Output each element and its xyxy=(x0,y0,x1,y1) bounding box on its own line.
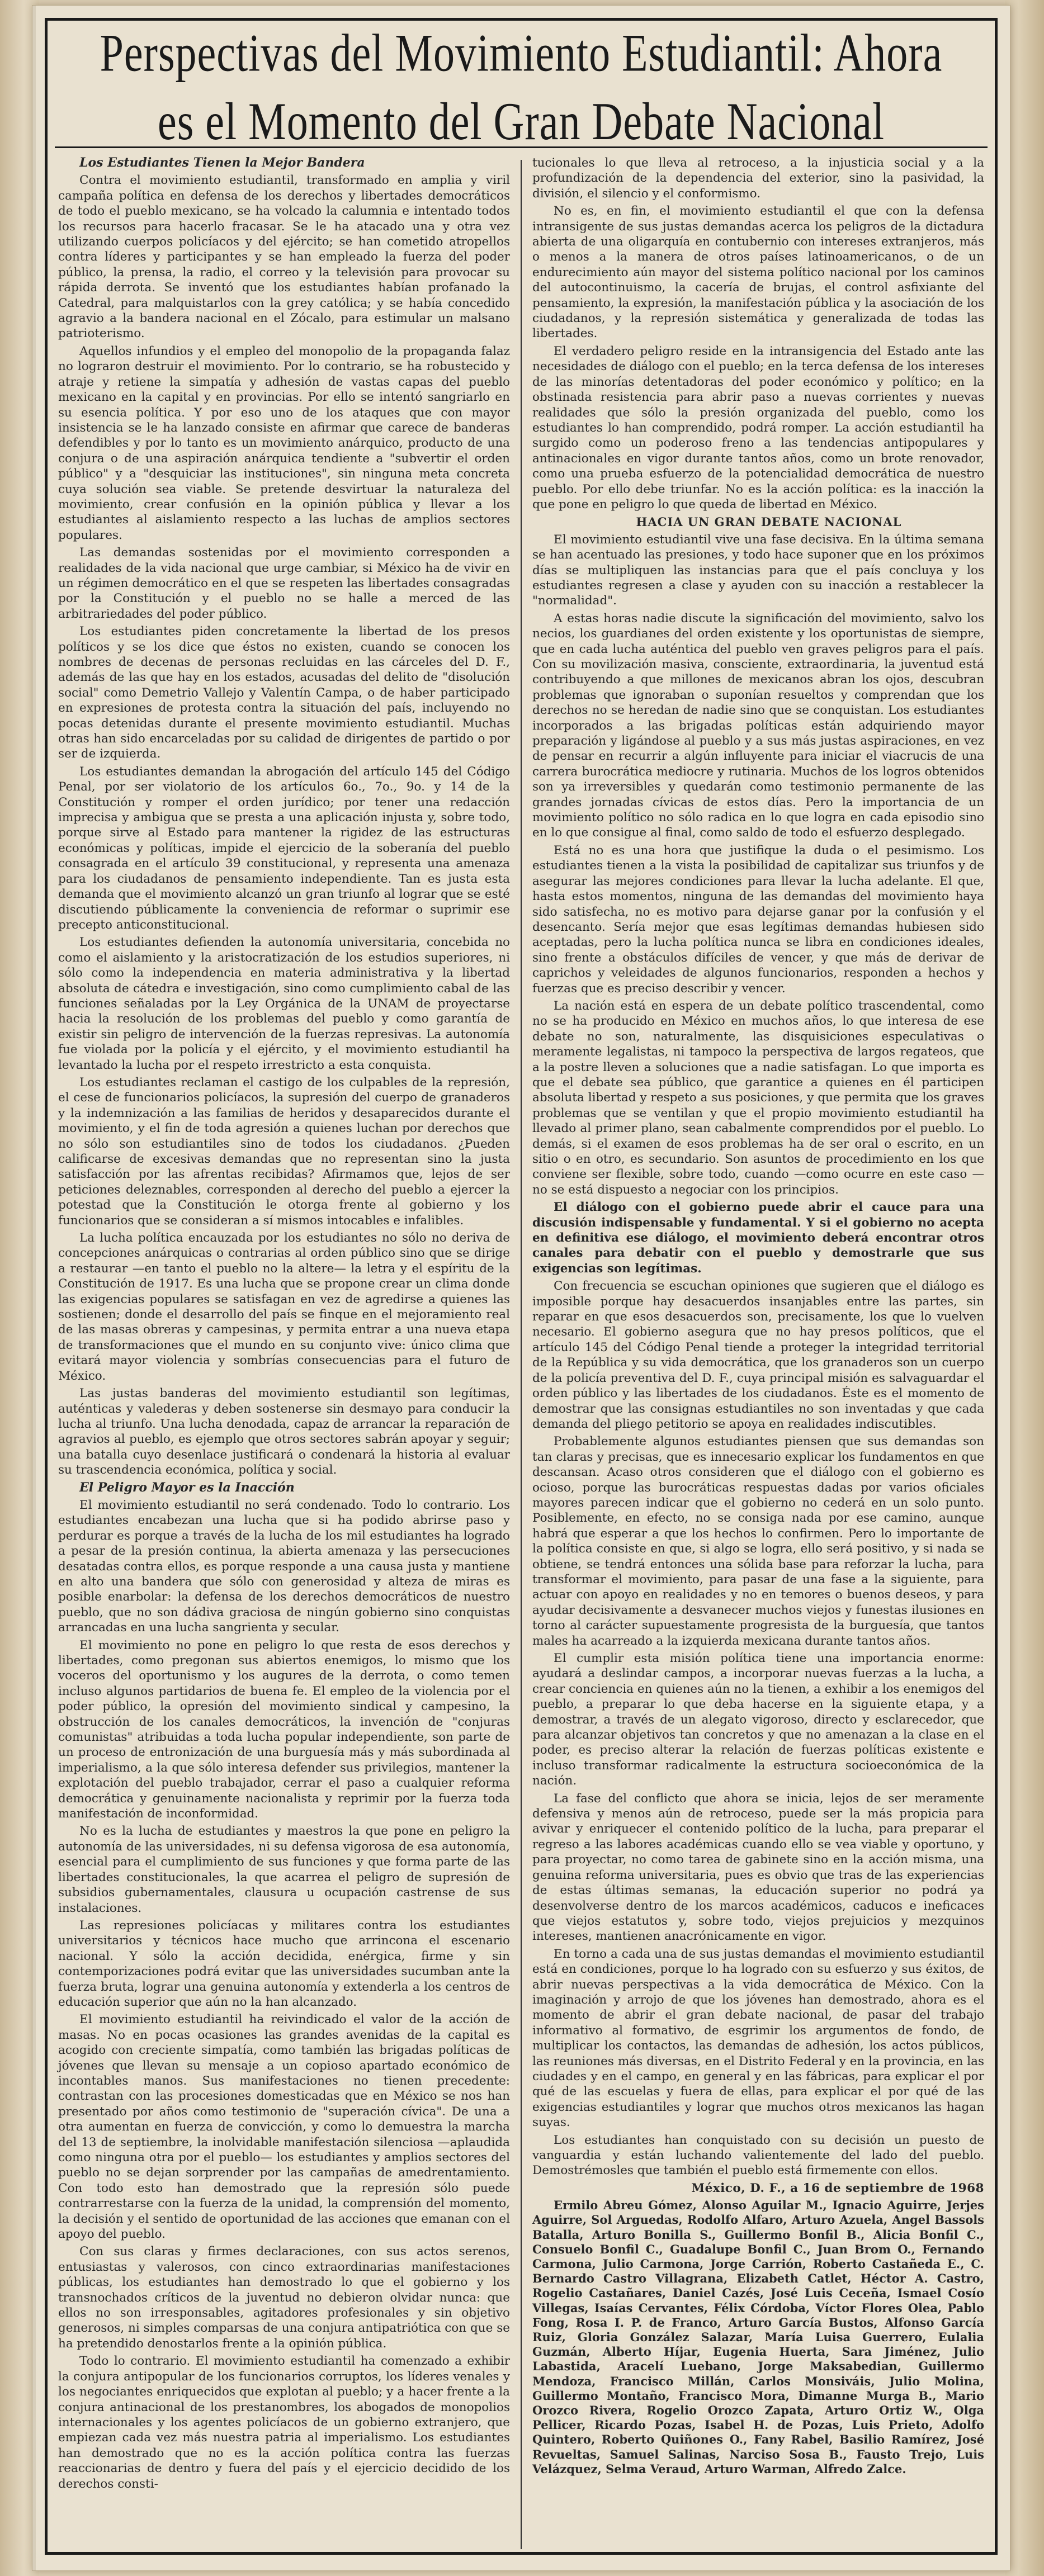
section-kicker: El Peligro Mayor es la Inacción xyxy=(79,1480,295,1495)
paragraph: El cumplir esta misión política tiene una importancia enorme: ayudará a deslindar campos, a incorporar nuevas fuerzas a la lucha, a crear conciencia en quienes aún no la tienen, a exhibir a los enemigos del pueblo, a preparar lo que deba hacerse en la siguiente etapa, y a demostrar, a través de un alegato vigoroso, directo y esclarecedor, que para alcanzar objetivos tan concretos y que no amenazan a la clase en el poder, es preciso alterar la relación de fuerzas políticas existente e incluso transformar radicalmente la estructura socioeconómica de la nación. xyxy=(532,1651,984,1788)
background-right-edge xyxy=(1005,0,1044,2576)
section-kicker: Los Estudiantes Tienen la Mejor Bandera xyxy=(79,155,365,170)
paragraph: Contra el movimiento estudiantil, transformado en amplia y viril campaña política en defensa de los derechos y libertades democráticos de todo el pueblo mexicano, se ha volcado la calumnia e intentado todos los recursos para hacerlo fracasar. Se le ha atacado una y otra vez utilizando cuerpos policíacos y del ejército; se han cometido atropellos contra líderes y participantes y se han empleado la fuerza del poder público, la prensa, la radio, el correo y la televisión para provocar su rápida derrota. Se inventó que los estudiantes habían profanado la Catedral, para malquistarlos con la grey católica; y se había concedido agravio a la bandera nacional en el Zócalo, para estimular un malsano patrioterismo. xyxy=(58,173,510,341)
paragraph: La fase del conflicto que ahora se inicia, lejos de ser meramente defensiva y menos aún de retroceso, puede ser la más propicia para avivar y enriquecer el contenido político de la lucha, para preparar el regreso a las labores académicas cuando ello se vea viable y oportuno, y para proyectar, no como tarea de gabinete sino en la acción misma, una genuina reforma universitaria, pues es obvio que tras de las experiencias de estas últimas semanas, la educación superior no podrá ya desenvolverse dentro de los marcos académicos, caducos e ineficaces que viejos estatutos y, sobre todo, viejos prejuicios y mezquinos intereses, mantienen anacrónicamente en vigor. xyxy=(532,1791,984,1944)
paragraph: Los estudiantes demandan la abrogación del artículo 145 del Código Penal, por ser violatorio de los artículos 6o., 7o., 9o. y 14 de la Constitución y romper el orden jurídico; por tener una redacción imprecisa y ambigua que se presta a una aplicación injusta y, sobre todo, porque sirve al Estado para mantener la rigidez de las estructuras económicas y políticas, impide el ejercicio de la soberanía del pueblo consagrada en el artículo 39 constitucional, y representa una amenaza para los ciudadanos de pensamiento independiente. Tan es justa esta demanda que el movimiento alcanzó un gran triunfo al lograr que se esté discutiendo públicamente la conveniencia de reformar o suprimir ese precepto anticonstitucional. xyxy=(58,764,510,932)
paragraph: La lucha política encauzada por los estudiantes no sólo no deriva de concepciones anárquicas o contrarias al orden público sino que se dirige a restaurar —en tanto el pueblo no la altere— la letra y el espíritu de la Constitución de 1917. Es una lucha que se propone crear un clima donde las exigencias populares se satisfagan en vez de agredirse a quienes las sostienen; donde el desarrollo del país se finque en el mejoramiento real de las masas obreras y campesinas, y permita entrar a una nueva etapa de transformaciones que el mundo en su conjunto vive: único clima que evitará mayor violencia y sombrías consecuencias para el futuro de México. xyxy=(58,1231,510,1383)
paper-shadow xyxy=(32,6,36,2570)
paragraph: tucionales lo que lleva al retroceso, a la injusticia social y a la profundización de la dependencia del exterior, sino la pasividad, la división, el silencio y el conformismo. xyxy=(532,156,984,201)
paragraph: A estas horas nadie discute la significación del movimiento, salvo los necios, los guardianes del orden existente y los oportunistas de siempre, que en cada lucha auténtica del pueblo ven graves peligros para el país. Con su movilización masiva, consciente, extraordinaria, la juventud está contribuyendo a que millones de mexicanos abran los ojos, descubran problemas que ignoraban o suponían resueltos y comprendan que los derechos no se heredan de nadie sino que se conquistan. Los estudiantes incorporados a las brigadas políticas están adquiriendo mayor preparación y ligándose al pueblo y a sus más justas aspiraciones, en vez de pensar en recurrir a algún influyente para iniciar el viacrucis de una carrera burocrática mediocre y rutinaria. Muchos de los logros obtenidos son ya irreversibles y quedarán como testimonio permanente de las grandes jornadas cívicas de estos días. Pero la importancia de un movimiento político no sólo radica en lo que logra en cada episodio sino en lo que consigue al final, como saldo de todo el esfuerzo desplegado. xyxy=(532,611,984,840)
headline-rule xyxy=(55,146,988,148)
paragraph: La nación está en espera de un debate político trascendental, como no se ha producido en México en muchos años, lo que interesa de ese debate no son, naturalmente, las disquisiciones especulativas o meramente legalistas, ni tampoco la perspectiva de largos regateos, que a la postre lleven a soluciones que a nadie satisfagan. Lo que importa es que el debate sea público, que garantice a quienes en él participen absoluta libertad y respeto a sus posiciones, y que permita que los graves problemas que se ventilan y que el propio movimiento estudiantil ha llevado al primer plano, sean cabalmente comprendidos por el pueblo. Lo demás, si el examen de esos problemas ha de ser oral o escrito, en un sitio o en otro, es secundario. Son asuntos de procedimiento en los que conviene ser flexible, sobre todo, cuando —como ocurre en este caso —no se está dispuesto a negociar con los principios. xyxy=(532,998,984,1197)
right-column xyxy=(532,155,984,2554)
paragraph: El diálogo con el gobierno puede abrir el cauce para una discusión indispensable y fundamental. Y si el gobierno no acepta en definitiva ese diálogo, el movimiento deberá encontrar otros canales para debatir con el pueblo y demostrarle que sus exigencias son legítimas. xyxy=(532,1200,984,1276)
column-divider xyxy=(521,160,522,2549)
paragraph: Las represiones policíacas y militares contra los estudiantes universitarios y técnicos hace mucho que arrincona el escenario nacional. Y sólo la acción decidida, enérgica, firme y sin contemporizaciones podrá evitar que las universidades sucumban ante la fuerza bruta, lograr una genuina autonomía y extenderla a los centros de educación superior que aún no la han alcanzado. xyxy=(58,1918,510,2009)
paragraph: Los estudiantes defienden la autonomía universitaria, concebida no como el aislamiento y la aristocratización de los estudios superiores, ni sólo como la independencia en materia administrativa y la libertad absoluta de cátedra e investigación, sino como cumplimiento cabal de las funciones señaladas por la Ley Orgánica de la UNAM de proyectarse hacia la resolución de los problemas del pueblo y como garantía de existir sin peligro de intervención de la fuerzas represivas. La autonomía fue violada por la policía y el ejército, y el movimiento estudiantil ha levantado la lucha por el respeto irrestricto a esta conquista. xyxy=(58,935,510,1072)
paragraph: El movimiento estudiantil ha reivindicado el valor de la acción de masas. No en pocas ocasiones las grandes avenidas de la capital es acogido con creciente simpatía, como también las brigadas políticas de jóvenes que llevan su mensaje a un copioso apartado económico de incontables manos. Sus manifestaciones no tienen precedente: contrastan con las procesiones domesticadas que en México se nos han presentado por años como testimonio de "superación cívica". De una a otra aumentan en fuerza de convicción, y como lo demuestra la marcha del 13 de septiembre, la inolvidable manifestación silenciosa —aplaudida como ninguna otra por el pueblo— los estudiantes y amplios sectores del pueblo no se dejan sorprender por las campañas de amedrentamiento. Con todo esto han demostrado que la represión sólo puede contrarrestarse con la fuerza de la unidad, la comprensión del momento, la decisión y el sentido de oportunidad de las acciones que emanan con el apoyo del pueblo. xyxy=(58,2012,510,2242)
paragraph: Con frecuencia se escuchan opiniones que sugieren que el diálogo es imposible porque hay desacuerdos insanjables entre las partes, sin reparar en que esos desacuerdos son, precisamente, los que lo vuelven necesario. El gobierno asegura que no hay presos políticos, que el artículo 145 del Código Penal tiende a proteger la integridad territorial de la República y su vida democrática, que los granaderos son un cuerpo de la policía preventiva del D. F., cuya principal misión es salvaguardar el orden público y las libertades de los ciudadanos. Éste es el momento de demostrar que las consignas estudiantiles no son inventadas y que cada demanda del pliego petitorio se apoya en realidades indiscutibles. xyxy=(532,1279,984,1431)
headline-line-2: es el Momento del Gran Debate Nacional xyxy=(158,92,885,151)
paragraph: Los estudiantes piden concretamente la libertad de los presos políticos y se los dice que éstos no existen, cuando se conocen los nombres de decenas de personas recluidas en las cárceles del D. F., además de las que hay en los estados, acusadas del delito de "disolución social" como Demetrio Vallejo y Valentín Campa, o de haber participado en expresiones de protesta contra la situación del país, incluyendo no pocas detenidas durante el presente movimiento estudiantil. Muchas otras han sido encarceladas por su calidad de dirigentes de partido o por ser de izquierda. xyxy=(58,624,510,761)
paragraph: En torno a cada una de sus justas demandas el movimiento estudiantil está en condiciones, porque lo ha logrado con su esfuerzo y sus éxitos, de abrir nuevas perspectivas a la vida democrática de México. Con la imaginación y arrojo de que los jóvenes han demostrado, ahora es el momento de abrir el gran debate nacional, de pasar del trabajo informativo al formativo, de esgrimir los argumentos de fondo, de multiplicar los contactos, las demandas de adhesión, los actos públicos, las reuniones más diversas, en el Distrito Federal y en la provincia, en las ciudades y en el campo, en general y en las fábricas, para explicar el por qué de las escuelas y fuera de ellas, para explicar el por qué de las exigencias estudiantiles y lograr que muchos otros mexicanos las hagan suyas. xyxy=(532,1947,984,2130)
paragraph: Las justas banderas del movimiento estudiantil son legítimas, auténticas y valederas y deben sostenerse sin desmayo para conducir la lucha al triunfo. Una lucha denodada, capaz de arrancar la reparación de agravios al pueblo, es ejemplo que otros sectores sabrán apoyar y seguir; una batalla cuyo desenlace justificará o condenará la historia al evaluar su trascendencia económica, política y social. xyxy=(58,1386,510,1478)
paragraph: El movimiento no pone en peligro lo que resta de esos derechos y libertades, como pregonan sus abiertos enemigos, lo mismo que los voceros del oportunismo y los augures de la derrota, o como temen incluso algunos partidarios de buena fe. El empleo de la violencia por el poder público, la opresión del movimiento sindical y campesino, la obstrucción de los canales democráticos, la invención de "conjuras comunistas" atribuidas a toda lucha popular independiente, son parte de un proceso de entronización de una burguesía más y más subordinada al imperialismo, a la que sólo interesa defender sus privilegios, mantener la explotación del pueblo trabajador, cerrar el paso a cualquier reforma democrática y genuinamente nacionalista y reprimir por la fuerza toda manifestación de inconformidad. xyxy=(58,1638,510,1821)
paragraph: Probablemente algunos estudiantes piensen que sus demandas son tan claras y precisas, que es innecesario explicar los fundamentos en que descansan. Acaso otros consideren que el diálogo con el gobierno es ocioso, porque las burocráticas respuestas dadas por varios oficiales mayores parecen indicar que el gobierno no cederá en un solo punto. Posiblemente, en efecto, no se consiga nada por ese camino, aunque habrá que esperar a que los hechos lo confirmen. Pero lo importante de la política consiste en que, si algo se logra, ello será positivo, y si nada se obtiene, se tendrá entonces una sólida base para reforzar la lucha, para transformar el movimiento, para pasar de una fase a la siguiente, para actuar con apoyo en realidades y no en temores o buenos deseos, y para ayudar decisivamente a desvanecer muchos viejos y funestas ilusiones en torno al carácter supuestamente progresista de la burguesía, que tantos males ha acarreado a la izquierda mexicana durante tantos años. xyxy=(532,1434,984,1648)
paragraph: Está no es una hora que justifique la duda o el pesimismo. Los estudiantes tienen a la vista la posibilidad de capitalizar sus triunfos y de asegurar las mejores condiciones para llevar la lucha adelante. El que, hasta estos momentos, ninguna de las demandas del movimiento haya sido satisfecha, no es motivo para dejarse ganar por la confusión y el desencanto. Sería mejor que esas legítimas demandas hubiesen sido aceptadas, pero la lucha política nunca se libra en condiciones ideales, sino frente a obstáculos difíciles de vencer, y que más de derivar de caprichos y veleidades de algunos funcionarios, responden a hechos y fuerzas que es preciso describir y vencer. xyxy=(532,843,984,996)
newspaper-clipping xyxy=(32,6,1010,2570)
place-date-signoff: México, D. F., a 16 de septiembre de 1968 xyxy=(691,2181,984,2195)
section-heading: HACIA UN GRAN DEBATE NACIONAL xyxy=(636,515,902,529)
article-columns xyxy=(58,155,984,2554)
paragraph: Con sus claras y firmes declaraciones, con sus actos serenos, entusiastas y valerosos, con cinco extraordinarias manifestaciones públicas, los estudiantes han demostrado lo que el gobierno y los transnochados críticos de la juventud no debieron olvidar nunca: que ellos no son irresponsables, agitadores profesionales y sin objetivo generosos, ni simples comparsas de una conjura antipatriótica con que se ha pretendido denostarlos frente a la opinión pública. xyxy=(58,2244,510,2351)
paragraph: No es la lucha de estudiantes y maestros la que pone en peligro la autonomía de las universidades, ni su defensa vigorosa de esa autonomía, esencial para el cumplimiento de sus funciones y que forma parte de las libertades constitucionales, la que acarrea el peligro de supresión de subsidios gubernamentales, clausura u ocupación castrense de sus instalaciones. xyxy=(58,1824,510,1915)
paragraph: No es, en fin, el movimiento estudiantil el que con la defensa intransigente de sus justas demandas acerca los peligros de la dictadura abierta de una oligarquía en contubernio con intereses extranjeros, más o menos a la manera de otros países latinoamericanos, o de un endurecimiento aún mayor del sistema político nacional por los caminos del autocontinuismo, la cacería de brujas, el control asfixiante del pensamiento, la expresión, la manifestación pública y la asociación de los ciudadanos, y la represión sistemática y generalizada de todas las libertades. xyxy=(532,204,984,341)
paragraph: Las demandas sostenidas por el movimiento corresponden a realidades de la vida nacional que urge cambiar, si México ha de vivir en un régimen democrático en el que se respeten las libertades consagradas por la Constitución y el pueblo no se halle a merced de las arbitrariedades del poder público. xyxy=(58,546,510,621)
signatories-list: Ermilo Abreu Gómez, Alonso Aguilar M., Ignacio Aguirre, Jerjes Aguirre, Sol Arguedas, Rodolfo Alfaro, Arturo Azuela, Angel Bassols Batalla, Arturo Bonilla S., Guillermo Bonfil B., Alicia Bonfil C., Consuelo Bonfil C., Guadalupe Bonfil C., Juan Brom O., Fernando Carmona, Julio Carmona, Jorge Carrión, Roberto Castañeda E., C. Bernardo Castro Villagrana, Elizabeth Catlet, Héctor A. Castro, Rogelio Castañares, Daniel Cazés, José Luis Ceceña, Ismael Cosío Villegas, Isaías Cervantes, Félix Córdoba, Víctor Flores Olea, Pablo Fong, Rosa I. P. de Franco, Arturo García Bustos, Alfonso García Ruiz, Gloria González Salazar, María Luisa Guerrero, Eulalia Guzmán, Alberto Híjar, Eugenia Huerta, Sara Jiménez, Julio Labastida, Aracelí Luebano, Jorge Maksabedian, Guillermo Mendoza, Francisco Millán, Carlos Monsiváis, Julio Molina, Guillermo Montaño, Francisco Mora, Dimanne Murga B., Mario Orozco Rivera, Rogelio Orozco Zapata, Arturo Ortiz W., Olga Pellicer, Ricardo Pozas, Isabel H. de Pozas, Luis Prieto, Adolfo Quintero, Roberto Quiñones O., Fany Rabel, Basilio Ramírez, José Revueltas, Samuel Salinas, Narciso Sosa B., Fausto Trejo, Luis Velázquez, Selma Veraud, Arturo Warman, Alfredo Zalce. xyxy=(532,2198,984,2476)
article-headline xyxy=(55,19,988,156)
paragraph: El movimiento estudiantil no será condenado. Todo lo contrario. Los estudiantes encabezan una lucha que si ha podido abrirse paso y perdurar es porque a través de la lucha de los mil estudiantes ha logrado a pesar de la presión continua, la abierta amenaza y las persecuciones desatadas contra ellos, es porque responde a una causa justa y mantiene en alto una bandera que sólo con generosidad y alteza de miras es posible enarbolar: la defensa de los derechos democráticos de nuestro pueblo, que no son dádiva graciosa de ningún gobierno sino conquistas arrancadas en una lucha sangrienta y secular. xyxy=(58,1498,510,1635)
paragraph: Los estudiantes reclaman el castigo de los culpables de la represión, el cese de funcionarios policíacos, la supresión del cuerpo de granaderos y la indemnización a las familias de heridos y desaparecidos durante el movimiento, y el fin de toda agresión a quienes luchan por derechos que no sólo son estudiantiles sino de todos los ciudadanos. ¿Pueden calificarse de excesivas demandas que no representan sino la justa satisfacción por las afrentas recibidas? Afirmamos que, lejos de ser peticiones deleznables, corresponden al derecho del pueblo a ejercer la potestad que la Constitución le otorga frente al gobierno y los funcionarios que se consideran a sí mismos intocables e infalibles. xyxy=(58,1075,510,1228)
paragraph: Aquellos infundios y el empleo del monopolio de la propaganda falaz no lograron destruir el movimiento. Por lo contrario, se ha robustecido y atraje y retiene la simpatía y adhesión de vastas capas del pueblo mexicano en la capital y en provincias. Por ello se intentó sangriarlo en su esencia política. Y por eso uno de los ataques que con mayor insistencia se le ha lanzado consiste en afirmar que carece de banderas defendibles y por lo tanto es un movimiento anárquico, producto de una conjura o de una aspiración anárquica tendiente a "subvertir el orden público" y a "desquiciar las instituciones", sin ninguna meta concreta cuya solución sea viable. Se pretende desvirtuar la naturaleza del movimiento, crear confusión en la opinión pública y llevar a los estudiantes al aislamiento respecto a las luchas de amplios sectores populares. xyxy=(58,344,510,542)
headline-line-1: Perspectivas del Movimiento Estudiantil: Ahora xyxy=(100,23,943,83)
paragraph: Los estudiantes han conquistado con su decisión un puesto de vanguardia y están luchando valientemente del lado del pueblo. Demostrémosles que también el pueblo está firmemente con ellos. xyxy=(532,2133,984,2178)
paragraph: Todo lo contrario. El movimiento estudiantil ha comenzado a exhibir la conjura antipopular de los funcionarios corruptos, los líderes venales y los negociantes enriquecidos que explotan al pueblo; y a hacer frente a la conjura antinacional de los prestanombres, los abogados de monopolios internacionales y los agentes policíacos de un gobierno extranjero, que empiezan cada vez más nuestra patria al imperialismo. Los estudiantes han demostrado que no es la acción política contra las fuerzas reaccionarias de dentro y fuera del país y el ejercicio decidido de los derechos consti- xyxy=(58,2354,510,2491)
left-column xyxy=(58,155,510,2554)
paragraph: El verdadero peligro reside en la intransigencia del Estado ante las necesidades de diálogo con el pueblo; en la terca defensa de los intereses de las minorías detentadoras del poder económico y político; en la obstinada resistencia para abrir paso a nuevas corrientes y nuevas realidades que sólo la presión organizada del pueblo, como los estudiantes lo han comprendido, podrá romper. La acción estudiantil ha surgido como un poderoso freno a las tendencias antipopulares y antinacionales en vigor durante tantos años, como un brote renovador, como una prueba esfuerzo de la potencialidad democrática de nuestro pueblo. Por ello debe triunfar. No es la acción política: es la inacción la que pone en peligro lo que queda de libertad en México. xyxy=(532,344,984,512)
paragraph: El movimiento estudiantil vive una fase decisiva. En la última semana se han acentuado las presiones, y todo hace suponer que en los próximos días se multipliquen las instancias para que el país concluya y los estudiantes regresen a clase y ayuden con su inacción a restablecer la "normalidad". xyxy=(532,532,984,608)
